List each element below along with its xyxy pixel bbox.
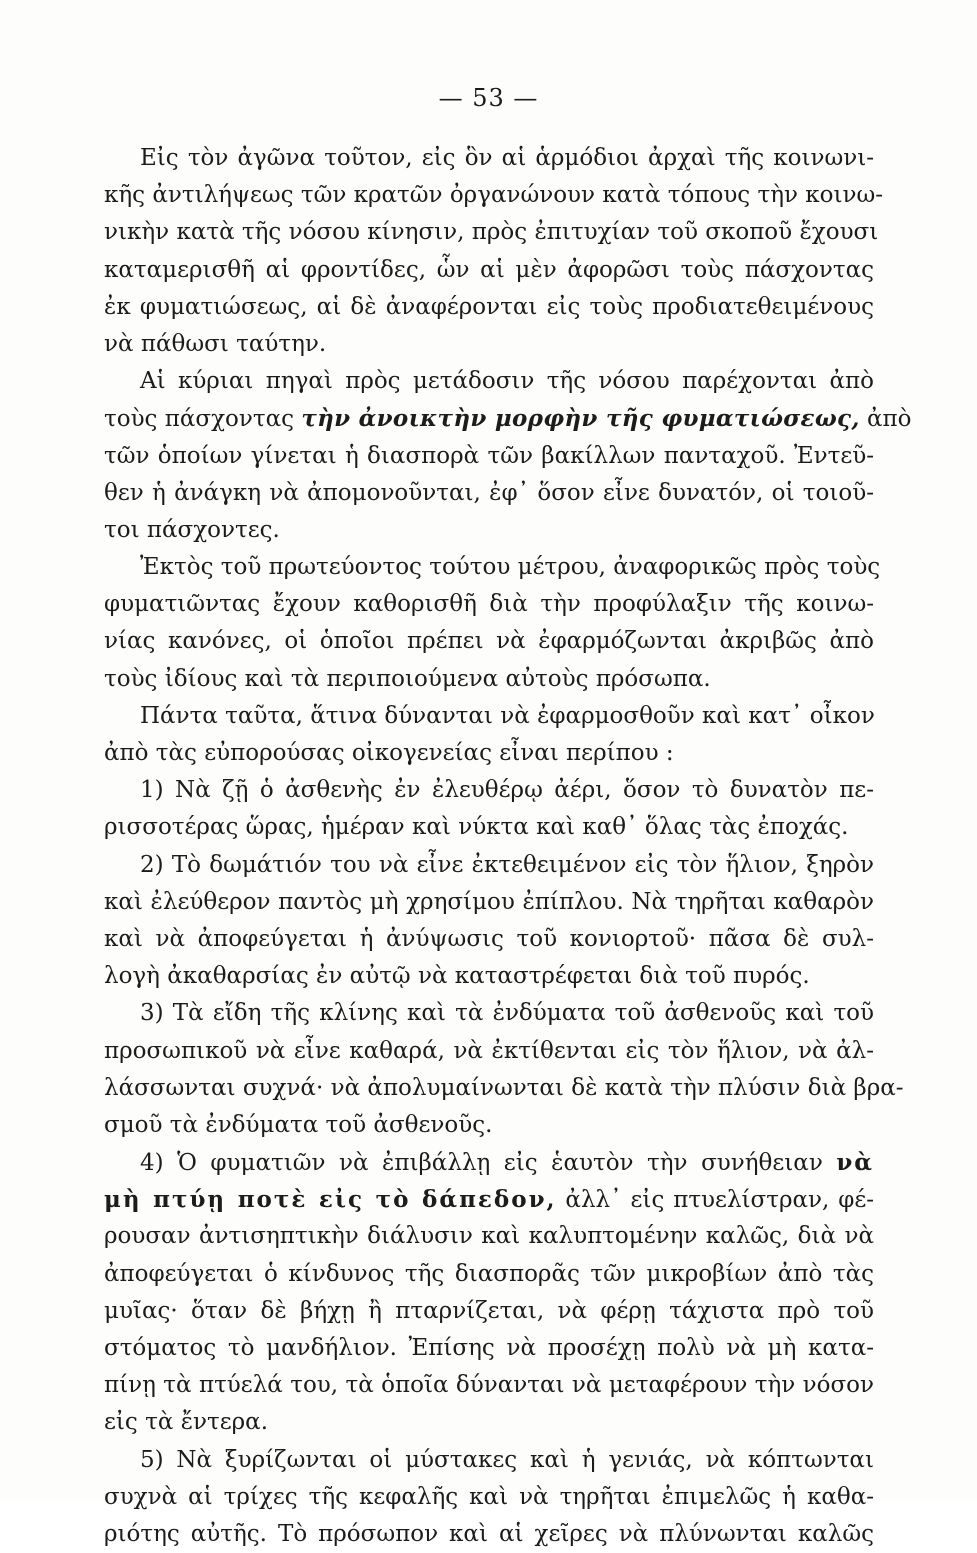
text-line-content: 3) Τὰ εἴδη τῆς κλίνης καὶ τὰ ἐνδύματα τοῦ ἀσθενοῦς καὶ τοῦ — [140, 1000, 874, 1027]
text-line-content: λογὴ ἀκαθαρσίας ἐν αὐτῷ νὰ καταστρέφεται διὰ τοῦ πυρός. — [104, 963, 810, 990]
text-line-content: Αἱ κύριαι πηγαὶ πρὸς μετάδοσιν τῆς νόσου παρέχονται ἀπὸ — [140, 368, 874, 395]
text-line — [104, 400, 912, 437]
text-line — [104, 1218, 874, 1255]
spaced-emphasis: νὰ — [836, 1149, 874, 1177]
text-line — [104, 438, 874, 475]
text-line-content: θεν ἡ ἀνάγκη νὰ ἀπομονοῦνται, ἐφ᾿ ὅσον εἶνε δυνατόν, οἱ τοιοῦ- — [104, 479, 874, 506]
text-line-content: ἀποφεύγεται ὁ κίνδυνος τῆς διασπορᾶς τῶν μικροβίων ἀπὸ τὰς — [104, 1260, 874, 1287]
text-line — [104, 884, 874, 921]
text-line-content: Ἐκτὸς τοῦ πρωτεύοντος τούτου μέτρου, ἀναφορικῶς πρὸς τοὺς — [140, 554, 881, 581]
text-line-content: καταμερισθῆ αἱ φροντίδες, ὧν αἱ μὲν ἀφορῶσι τοὺς πάσχοντας — [104, 256, 874, 283]
text-line-content: εἰς τὰ ἔντερα. — [104, 1409, 269, 1436]
text-line — [104, 1033, 874, 1070]
spaced-emphasis: μὴ πτύῃ ποτὲ εἰς τὸ δάπεδον, — [104, 1186, 557, 1214]
text-line-content: πίνῃ τὰ πτύελά του, τὰ ὁποῖα δύνανται νὰ μεταφέρουν τὴν νόσον — [104, 1372, 874, 1399]
text-line-content: κῆς ἀντιλήψεως τῶν κρατῶν ὀργανώνουν κατὰ τόπους τὴν κοινω- — [104, 182, 884, 209]
text-line-continuation: ἀπὸ — [859, 406, 912, 433]
text-line — [104, 995, 874, 1032]
text-line — [104, 289, 874, 326]
text-line-content: τοὺς πάσχοντας — [104, 406, 302, 433]
text-line — [104, 735, 874, 772]
text-line-content: συχνὰ αἱ τρίχες τῆς κεφαλῆς καὶ νὰ τηρῆται ἐπιμελῶς ἡ καθα- — [104, 1483, 874, 1510]
text-line-content: καὶ νὰ ἀποφεύγεται ἡ ἀνύψωσις τοῦ κονιορτοῦ· πᾶσα δὲ συλ- — [104, 925, 874, 952]
text-line — [104, 549, 881, 586]
text-line-content: νικὴν κατὰ τῆς νόσου κίνησιν, πρὸς ἐπιτυχίαν τοῦ σκοποῦ ἔχουσι — [104, 219, 879, 246]
text-line-content: 1) Νὰ ζῇ ὁ ἀσθενὴς ἐν ἐλευθέρῳ ἀέρι, ὅσον τὸ δυνατὸν πε- — [140, 777, 874, 804]
text-line-content: μυῖας· ὅταν δὲ βήχῃ ἢ πταρνίζεται, νὰ φέρῃ τάχιστα πρὸ τοῦ — [104, 1297, 874, 1324]
emphasized-phrase: τὴν ἀνοικτὴν μορφὴν τῆς φυματιώσεως, — [301, 405, 860, 433]
text-line-content: 5) Νὰ ξυρίζωνται οἱ μύστακες καὶ ἡ γενιάς, νὰ κόπτωνται — [140, 1446, 874, 1473]
text-line — [104, 1181, 874, 1218]
text-line-content: ἐκ φυματιώσεως, αἱ δὲ ἀναφέρονται εἰς τοὺς προδιατεθειμένους — [104, 293, 874, 320]
body-text — [104, 140, 912, 1553]
text-line — [104, 177, 884, 214]
text-line-content: νίας κανόνες, οἱ ὁποῖοι πρέπει νὰ ἐφαρμόζωνται ἀκριβῶς ἀπὸ — [104, 628, 874, 655]
page-number: — 53 — — [438, 84, 539, 112]
text-line — [104, 958, 874, 995]
text-line-content: τοὺς ἰδίους καὶ τὰ περιποιούμενα αὐτοὺς πρόσωπα. — [104, 665, 711, 692]
text-line-continuation: ἀλλ᾿ εἰς πτυελίστραν, φέ- — [556, 1187, 874, 1214]
text-line — [104, 140, 874, 177]
text-line — [104, 1070, 904, 1107]
text-line-content: τῶν ὁποίων γίνεται ἡ διασπορὰ τῶν βακίλλων πανταχοῦ. Ἐντεῦ- — [104, 442, 874, 469]
text-line-content: ἀπὸ τὰς εὐπορούσας οἰκογενείας εἶναι περίπου : — [104, 740, 674, 766]
text-line — [104, 586, 874, 623]
text-line — [104, 772, 874, 809]
text-line — [104, 363, 874, 400]
text-line-content: Εἰς τὸν ἀγῶνα τοῦτον, εἰς ὃν αἱ ἁρμόδιοι ἀρχαὶ τῆς κοινωνι- — [140, 145, 874, 171]
text-line — [104, 809, 874, 846]
text-line — [104, 921, 874, 958]
text-line — [104, 1516, 874, 1553]
text-line-content: προσωπικοῦ νὰ εἶνε καθαρά, νὰ ἐκτίθενται εἰς τὸν ἥλιον, νὰ ἀλ- — [104, 1037, 874, 1064]
text-line — [104, 661, 874, 698]
text-line — [104, 1404, 874, 1441]
text-line — [104, 214, 879, 251]
text-line-content: καὶ ἐλεύθερον παντὸς μὴ χρησίμου ἐπίπλου. Νὰ τηρῆται καθαρὸν — [104, 888, 874, 915]
text-line-content: ρισσοτέρας ὥρας, ἡμέραν καὶ νύκτα καὶ καθ᾿ ὅλας τὰς ἐποχάς. — [104, 814, 849, 841]
text-line — [104, 847, 874, 884]
text-line — [104, 1442, 874, 1479]
text-line-content: ρουσαν ἀντισηπτικὴν διάλυσιν καὶ καλυπτομένην καλῶς, διὰ νὰ — [104, 1223, 874, 1250]
text-line-content: 2) Τὸ δωμάτιόν του νὰ εἶνε ἐκτεθειμένον εἰς τὸν ἥλιον, ξηρὸν — [140, 851, 874, 878]
text-line — [104, 512, 874, 549]
text-line — [104, 1144, 874, 1181]
text-line-content: τοι πάσχοντες. — [104, 516, 280, 543]
text-line-content: φυματιῶντας ἔχουν καθορισθῆ διὰ τὴν προφύλαξιν τῆς κοινω- — [104, 591, 874, 618]
text-line-content: νὰ πάθωσι ταύτην. — [104, 330, 327, 357]
text-line — [104, 326, 874, 363]
text-line — [104, 252, 874, 289]
text-line — [104, 1293, 874, 1330]
text-line — [104, 623, 874, 660]
text-line — [104, 1107, 874, 1144]
text-line — [104, 1367, 874, 1404]
text-line-content: Πάντα ταῦτα, ἅτινα δύνανται νὰ ἐφαρμοσθοῦν καὶ κατ᾿ οἶκον — [140, 702, 875, 729]
text-line — [104, 1479, 874, 1516]
text-line — [104, 698, 874, 735]
text-line — [104, 1330, 874, 1367]
text-line-content: 4) Ὁ φυματιῶν νὰ ἐπιβάλλῃ εἰς ἑαυτὸν τὴν συνήθειαν — [140, 1150, 837, 1177]
text-line — [104, 1256, 874, 1293]
text-line-content: ριότης αὐτῆς. Τὸ πρόσωπον καὶ αἱ χεῖρες νὰ πλύνωνται καλῶς — [104, 1520, 874, 1547]
text-line-content: σμοῦ τὰ ἐνδύματα τοῦ ἀσθενοῦς. — [104, 1111, 493, 1138]
text-line-content: στόματος τὸ μανδήλιον. Ἐπίσης νὰ προσέχῃ πολὺ νὰ μὴ κατα- — [104, 1335, 874, 1361]
text-line — [104, 475, 874, 512]
text-line-content: λάσσωνται συχνά· νὰ ἀπολυμαίνωνται δὲ κατὰ τὴν πλύσιν διὰ βρα- — [104, 1074, 904, 1101]
